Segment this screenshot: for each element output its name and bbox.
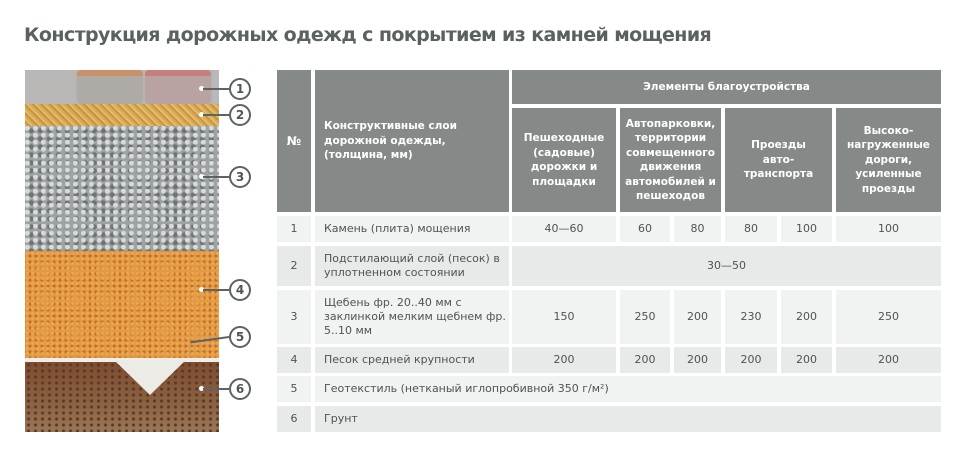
row-4-layer: Песок средней крупности <box>315 347 509 373</box>
row-6-layer: Грунт <box>315 406 941 432</box>
row-2-merged-value: 30—50 <box>512 246 941 286</box>
layer-marker-6: 6 <box>229 378 251 400</box>
layer-marker-4: 4 <box>229 279 251 301</box>
row-3-heavy-load: 250 <box>836 290 941 344</box>
page-title: Конструкция дорожных одежд с покрытием из камней мощения <box>24 24 712 46</box>
row-1-heavy-load: 100 <box>836 216 941 242</box>
row-1-layer: Камень (плита) мощения <box>315 216 509 242</box>
layer-sand-bedding <box>25 104 219 126</box>
layer-marker-3: 3 <box>229 166 251 188</box>
layer-marker-2: 2 <box>229 104 251 126</box>
row-3-number: 3 <box>277 290 311 344</box>
row-4-pedestrian: 200 <box>512 347 616 373</box>
row-2-number: 2 <box>277 246 311 286</box>
row-4-parking-a: 200 <box>620 347 670 373</box>
header-col-driveways: Проезды авто-транспорта <box>725 108 832 212</box>
marker-leader-4 <box>203 289 229 291</box>
paver-edge <box>213 70 219 104</box>
pavement-layers-illustration <box>25 70 219 432</box>
row-5-number: 5 <box>277 376 311 402</box>
row-2-layer: Подстилающий слой (песок) в уплотненном состоянии <box>315 246 509 286</box>
row-1-pedestrian: 40—60 <box>512 216 616 242</box>
row-6-number: 6 <box>277 406 311 432</box>
row-1-number: 1 <box>277 216 311 242</box>
paver-gray <box>25 70 75 104</box>
marker-leader-3 <box>203 176 229 178</box>
row-4-driveways-a: 200 <box>725 347 777 373</box>
row-4-heavy-load: 200 <box>836 347 941 373</box>
marker-leader-6 <box>203 388 229 390</box>
layer-paving-stone <box>25 70 219 104</box>
layer-marker-1: 1 <box>229 78 251 100</box>
row-3-parking-a: 250 <box>620 290 670 344</box>
header-col-parking: Автопарковки, территории совмещенного движения автомобилей и пешеходов <box>620 108 721 212</box>
marker-leader-1 <box>203 88 229 90</box>
layer-marker-5: 5 <box>229 326 251 348</box>
layer-crushed-stone <box>25 126 219 251</box>
paver-beige <box>77 70 143 104</box>
row-4-parking-b: 200 <box>674 347 721 373</box>
row-3-parking-b: 200 <box>674 290 721 344</box>
marker-leader-2 <box>203 114 229 116</box>
row-5-layer: Геотекстиль (нетканый иглопробивной 350 г/м²) <box>315 376 941 402</box>
header-layers: Конструктивные слои дорожной одежды, (толщина, мм) <box>315 70 509 212</box>
header-col-heavy-load: Высоко-нагруженные дороги, усиленные проезды <box>836 108 941 212</box>
row-3-driveways-a: 230 <box>725 290 777 344</box>
geotextile-fold <box>114 360 186 395</box>
header-col-pedestrian: Пешеходные (садовые) дорожки и площадки <box>512 108 616 212</box>
row-4-driveways-b: 200 <box>781 347 832 373</box>
row-1-driveways-b: 100 <box>781 216 832 242</box>
row-1-driveways-a: 80 <box>725 216 777 242</box>
header-number: № <box>277 70 311 212</box>
row-3-driveways-b: 200 <box>781 290 832 344</box>
header-group-improvement-elements: Элементы благоустройства <box>512 70 941 104</box>
row-4-number: 4 <box>277 347 311 373</box>
row-1-parking-b: 80 <box>674 216 721 242</box>
row-3-pedestrian: 150 <box>512 290 616 344</box>
row-1-parking-a: 60 <box>620 216 670 242</box>
row-3-layer: Щебень фр. 20..40 мм с заклинкой мелким щебнем фр. 5..10 мм <box>315 290 509 344</box>
